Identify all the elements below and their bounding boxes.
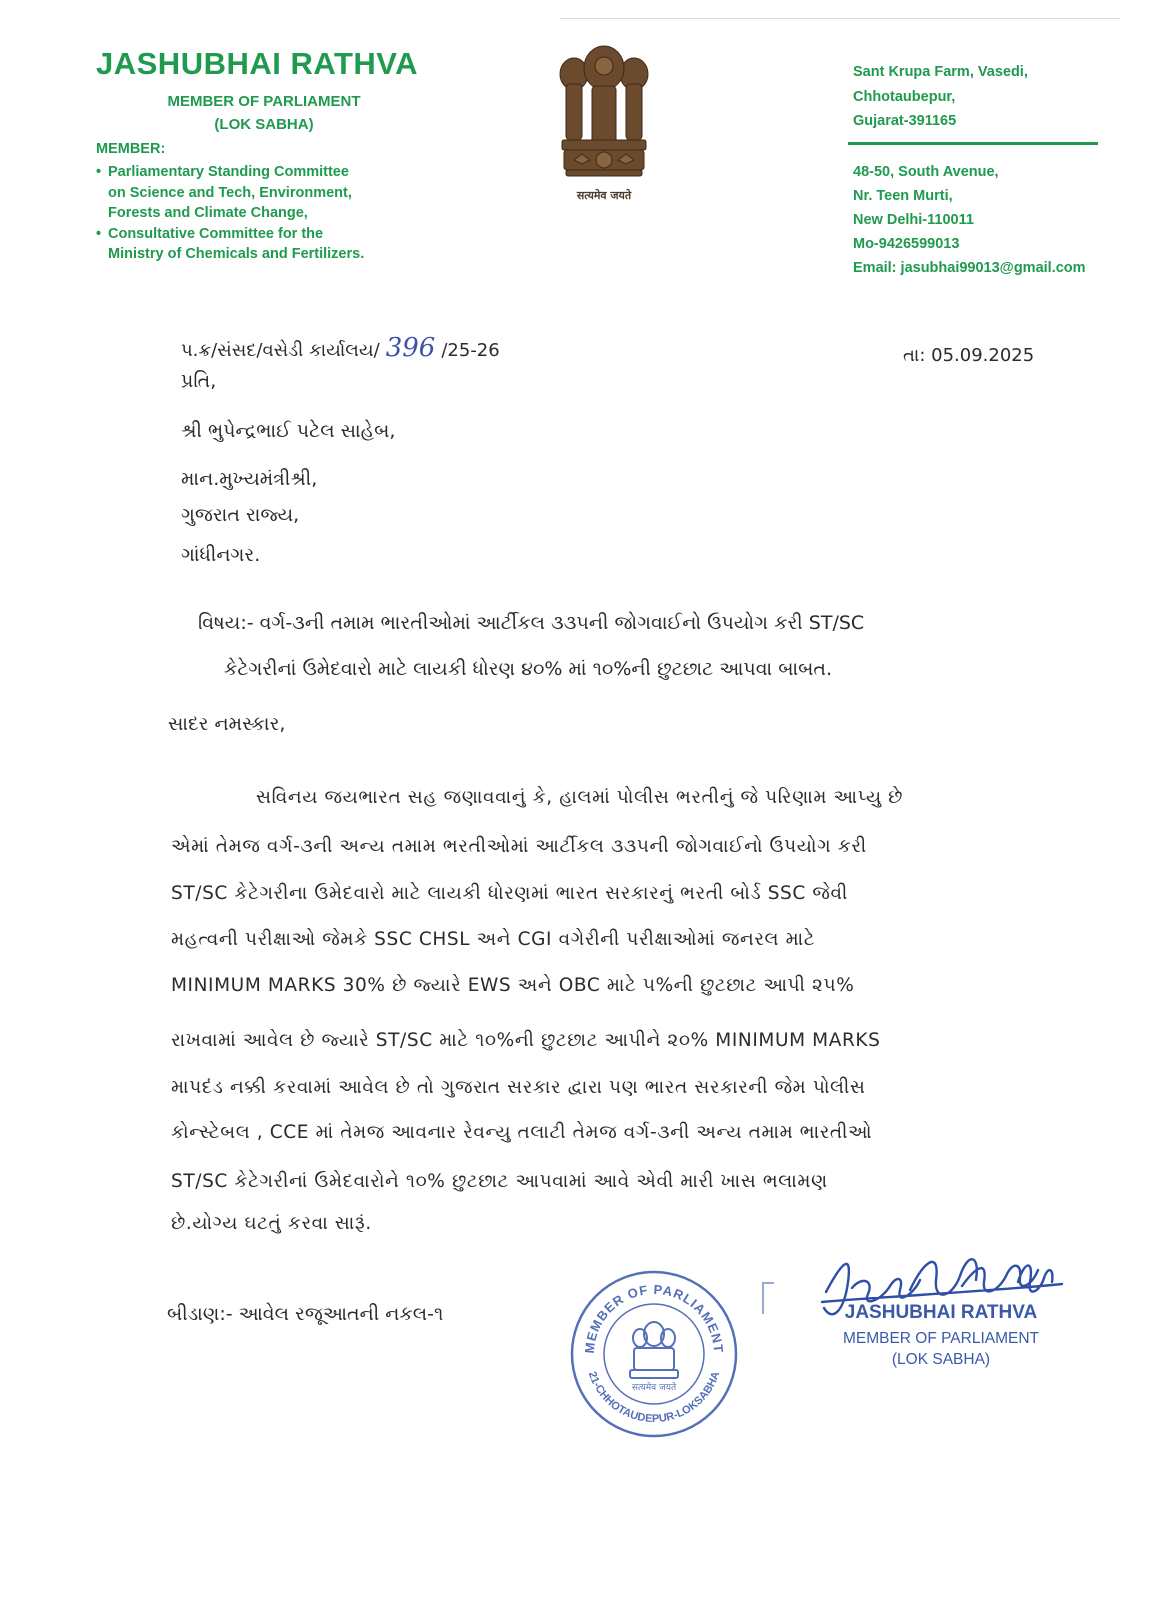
addressee-line: ગુજરાત રાજ્ય, — [181, 504, 300, 526]
signatory-title-line1: MEMBER OF PARLIAMENT — [842, 1330, 1040, 1347]
letter-date: તા: 05.09.2025 — [903, 345, 1035, 366]
subject-line: વિષય:- વર્ગ-૩ની તમામ ભારતીઓમાં આર્ટીકલ ૩૩૫ની જોગવાઈનો ઉપયોગ કરી ST/SC — [198, 612, 865, 634]
address-divider — [848, 142, 1098, 145]
address-line: Sant Krupa Farm, Vasedi, — [853, 64, 1028, 80]
addressee-line: ગાંધીનગર. — [181, 544, 261, 566]
subject-line: કેટેગરીનાં ઉમેદવારો માટે લાયકી ધોરણ ૪૦% માં ૧૦%ની છુટછાટ આપવા બાબત. — [224, 658, 833, 680]
committee-line: • Consultative Committee for the — [108, 225, 324, 242]
signatory-name: JASHUBHAI RATHVA — [844, 1302, 1038, 1323]
signature-bracket — [762, 1282, 774, 1314]
parliament-seal-icon — [568, 1268, 740, 1440]
body-line: એમાં તેમજ વર્ગ-૩ની અન્ય તમામ ભરતીઓમાં આર્ટીકલ ૩૩૫ની જોગવાઈનો ઉપયોગ કરી — [171, 836, 867, 857]
seal-motto: सत्यमेव जयते — [631, 1383, 677, 1393]
delhi-address — [853, 160, 1086, 280]
salutation: સાદર નમસ્કાર, — [168, 713, 286, 735]
committee-list — [96, 162, 396, 265]
committee-line: Ministry of Chemicals and Fertilizers. — [108, 246, 365, 263]
body-line: MINIMUM MARKS 30% છે જ્યારે EWS અને OBC માટે ૫%ની છુટછાટ આપી ૨૫% — [171, 975, 855, 996]
body-line: માપદંડ નક્કી કરવામાં આવેલ છે તો ગુજરાત સરકાર દ્વારા પણ ભારત સરકારની જેમ પોલીસ — [171, 1077, 866, 1098]
letterhead-title-line1: MEMBER OF PARLIAMENT — [167, 93, 361, 110]
phone-number: Mo-9426599013 — [853, 236, 960, 252]
letterhead-title-line2: (LOK SABHA) — [214, 116, 314, 133]
email-address: Email: jasubhai99013@gmail.com — [853, 260, 1086, 276]
address-line: Chhotaubepur, — [853, 88, 956, 105]
member-label: MEMBER: — [96, 141, 166, 157]
letterhead-title — [146, 90, 382, 136]
body-line: સવિનય જયભારત સહ જણાવવાનું કે, હાલમાં પોલીસ ભરતીનું જે પરિણામ આપ્યુ છે — [256, 787, 904, 808]
signatory-title — [812, 1328, 1070, 1370]
committee-line: Forests and Climate Change, — [108, 205, 308, 222]
address-line: New Delhi-110011 — [853, 212, 974, 228]
reference-suffix: /25-26 — [441, 340, 500, 361]
national-emblem-icon — [552, 44, 656, 200]
signatory-title-line2: (LOK SABHA) — [891, 1351, 991, 1368]
body-line: કોન્સ્ટેબલ , CCE માં તેમજ આવનાર રેવન્યુ તલાટી તેમજ વર્ગ-૩ની અન્ય તમામ ભારતીઓ — [171, 1122, 873, 1143]
address-line: Gujarat-391165 — [853, 113, 957, 129]
body-line: રાખવામાં આવેલ છે જ્યારે ST/SC માટે ૧૦%ની છુટછાટ આપીને ૨૦% MINIMUM MARKS — [171, 1030, 881, 1051]
local-address — [853, 60, 1028, 134]
seal-bottom-text: 21-CHHOTAUDEPUR-LOKSABHA — [585, 1370, 723, 1426]
reference-handwritten-number: 396 — [385, 333, 436, 363]
addressee-line: શ્રી ભુપેન્દ્રભાઈ પટેલ સાહેબ, — [181, 420, 396, 442]
reference-number — [181, 333, 500, 363]
top-border-line — [560, 18, 1120, 19]
address-line: 48-50, South Avenue, — [853, 164, 999, 180]
body-line: ST/SC કેટેગરીના ઉમેદવારો માટે લાયકી ધોરણમાં ભારત સરકારનું ભરતી બોર્ડ SSC જેવી — [171, 883, 848, 904]
committee-item — [96, 162, 396, 224]
body-line: છે.યોગ્ય ઘટતું કરવા સારૂં. — [171, 1213, 372, 1234]
committee-line: • Parliamentary Standing Committee — [108, 164, 349, 180]
committee-item — [96, 224, 396, 265]
addressee-line: પ્રતિ, — [181, 370, 217, 392]
reference-prefix: પ.ક્ર/સંસદ/વસેડી કાર્યાલય/ — [181, 340, 380, 361]
emblem-motto: सत्यमेव जयते — [576, 189, 632, 202]
address-line: Nr. Teen Murti, — [853, 188, 953, 204]
letterhead-name: JASHUBHAI RATHVA — [96, 46, 419, 81]
addressee-line: માન.મુખ્યમંત્રીશ્રી, — [181, 468, 318, 490]
body-line: ST/SC કેટેગરીનાં ઉમેદવારોને ૧૦% છુટછાટ આપવામાં આવે એવી મારી ખાસ ભલામણ — [171, 1171, 828, 1192]
body-line: મહત્વની પરીક્ષાઓ જેમકે SSC CHSL અને CGI વગેરીની પરીક્ષાઓમાં જનરલ માટે — [171, 929, 816, 950]
enclosure-note: બીડાણ:- આવેલ રજૂઆતની નકલ-૧ — [167, 1303, 444, 1325]
committee-line: on Science and Tech, Environment, — [108, 184, 352, 201]
seal-top-text: MEMBER OF PARLIAMENT — [581, 1281, 727, 1355]
